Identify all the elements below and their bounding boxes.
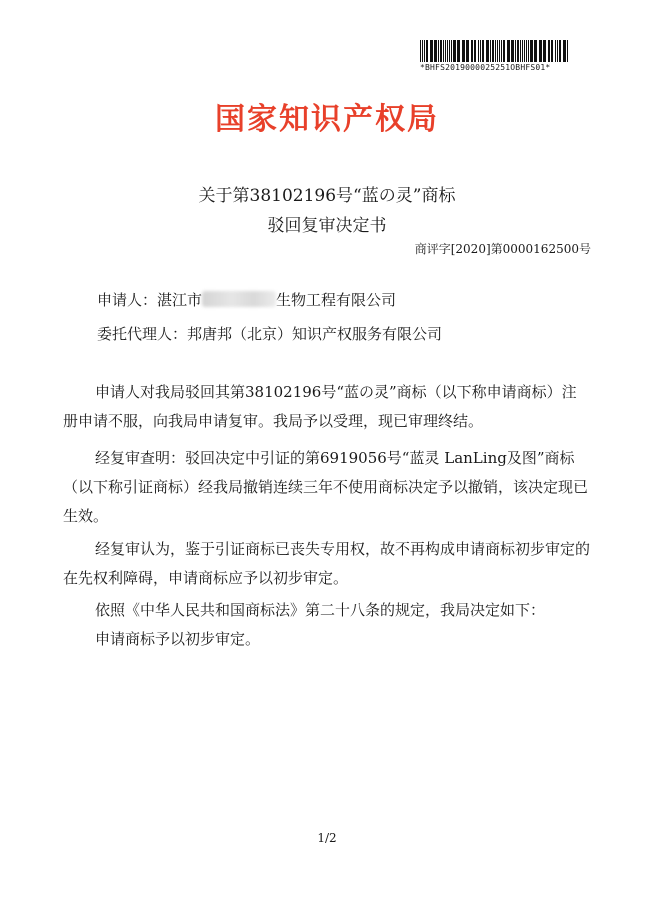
barcode-bar bbox=[466, 40, 469, 62]
barcode-bar bbox=[480, 40, 481, 62]
barcode-bar bbox=[492, 40, 494, 62]
barcode-bar bbox=[474, 40, 476, 62]
barcode-bar bbox=[478, 40, 479, 62]
barcode-bar bbox=[507, 40, 510, 62]
barcode-bar bbox=[438, 40, 439, 62]
paragraph-4: 依照《中华人民共和国商标法》第二十八条的规定，我局决定如下： bbox=[95, 601, 546, 619]
barcode-graphic bbox=[420, 40, 570, 62]
barcode-bar bbox=[443, 40, 444, 62]
paragraph-3: 经复审认为，鉴于引证商标已丧失专用权，故不再构成申请商标初步审定的在先权利障碍，申请商标应予以初步审定。 bbox=[63, 540, 591, 587]
document-barcode bbox=[420, 40, 570, 72]
applicant-suffix: 生物工程有限公司 bbox=[276, 291, 397, 309]
applicant-prefix: 申请人：湛江市 bbox=[97, 291, 203, 309]
barcode-bar bbox=[517, 40, 519, 62]
barcode-bar bbox=[451, 40, 452, 62]
barcode-bar bbox=[539, 40, 542, 62]
barcode-bar bbox=[430, 40, 433, 62]
barcode-bar bbox=[497, 40, 498, 62]
barcode-bar bbox=[543, 40, 546, 62]
barcode-bar bbox=[522, 40, 523, 62]
barcode-bar bbox=[449, 40, 450, 62]
barcode-bar bbox=[559, 40, 561, 62]
barcode-bar bbox=[530, 40, 533, 62]
barcode-bar bbox=[563, 40, 566, 62]
applicant-line bbox=[97, 289, 396, 310]
barcode-bar bbox=[526, 40, 527, 62]
barcode-bar bbox=[422, 40, 423, 62]
barcode-bar bbox=[520, 40, 521, 62]
barcode-bar bbox=[445, 40, 446, 62]
barcode-bar bbox=[528, 40, 529, 62]
barcode-bar bbox=[548, 40, 550, 62]
barcode-bar bbox=[503, 40, 505, 62]
barcode-bar bbox=[462, 40, 465, 62]
barcode-bar bbox=[501, 40, 502, 62]
agent-line: 委托代理人：邦唐邦（北京）知识产权服务有限公司 bbox=[97, 325, 443, 343]
barcode-bar bbox=[511, 40, 514, 62]
document-title-line2: 驳回复审决定书 bbox=[267, 216, 387, 236]
barcode-bar bbox=[434, 40, 437, 62]
barcode-bar bbox=[495, 40, 496, 62]
paragraph-5: 申请商标予以初步审定。 bbox=[95, 630, 261, 648]
document-title-line1: 关于第38102196号“蓝の灵”商标 bbox=[198, 186, 456, 206]
authority-name: 国家知识产权局 bbox=[215, 102, 439, 137]
barcode-bar bbox=[551, 40, 553, 62]
barcode-bar bbox=[515, 40, 516, 62]
barcode-bar bbox=[482, 40, 484, 62]
barcode-bar bbox=[567, 40, 568, 62]
barcode-bar bbox=[490, 40, 491, 62]
page-number: 1/2 bbox=[317, 831, 337, 845]
barcode-bar bbox=[457, 40, 460, 62]
barcode-bar bbox=[426, 40, 428, 62]
barcode-bar bbox=[453, 40, 456, 62]
barcode-bar bbox=[486, 40, 489, 62]
barcode-bar bbox=[440, 40, 442, 62]
barcode-bar bbox=[534, 40, 537, 62]
paragraph-1: 申请人对我局驳回其第38102196号“蓝の灵”商标（以下称申请商标）注册申请不服，向我局申请复审。我局予以受理，现已审理终结。 bbox=[63, 383, 577, 430]
barcode-bar bbox=[524, 40, 525, 62]
barcode-bar bbox=[499, 40, 500, 62]
barcode-bar bbox=[557, 40, 558, 62]
redacted-text bbox=[202, 291, 276, 307]
barcode-bar bbox=[447, 40, 448, 62]
barcode-bar bbox=[555, 40, 556, 62]
document-number: 商评字[2020]第0000162500号 bbox=[414, 242, 591, 256]
barcode-bar bbox=[420, 40, 421, 62]
barcode-bar bbox=[424, 40, 425, 62]
barcode-text: *BHFS2019000025251OBHFS01* bbox=[420, 63, 551, 72]
barcode-bar bbox=[471, 40, 473, 62]
paragraph-2: 经复审查明：驳回决定中引证的第6919056号“蓝灵 LanLing及图”商标（以下称引证商标）经我局撤销连续三年不使用商标决定予以撤销，该决定现已生效。 bbox=[63, 449, 589, 525]
